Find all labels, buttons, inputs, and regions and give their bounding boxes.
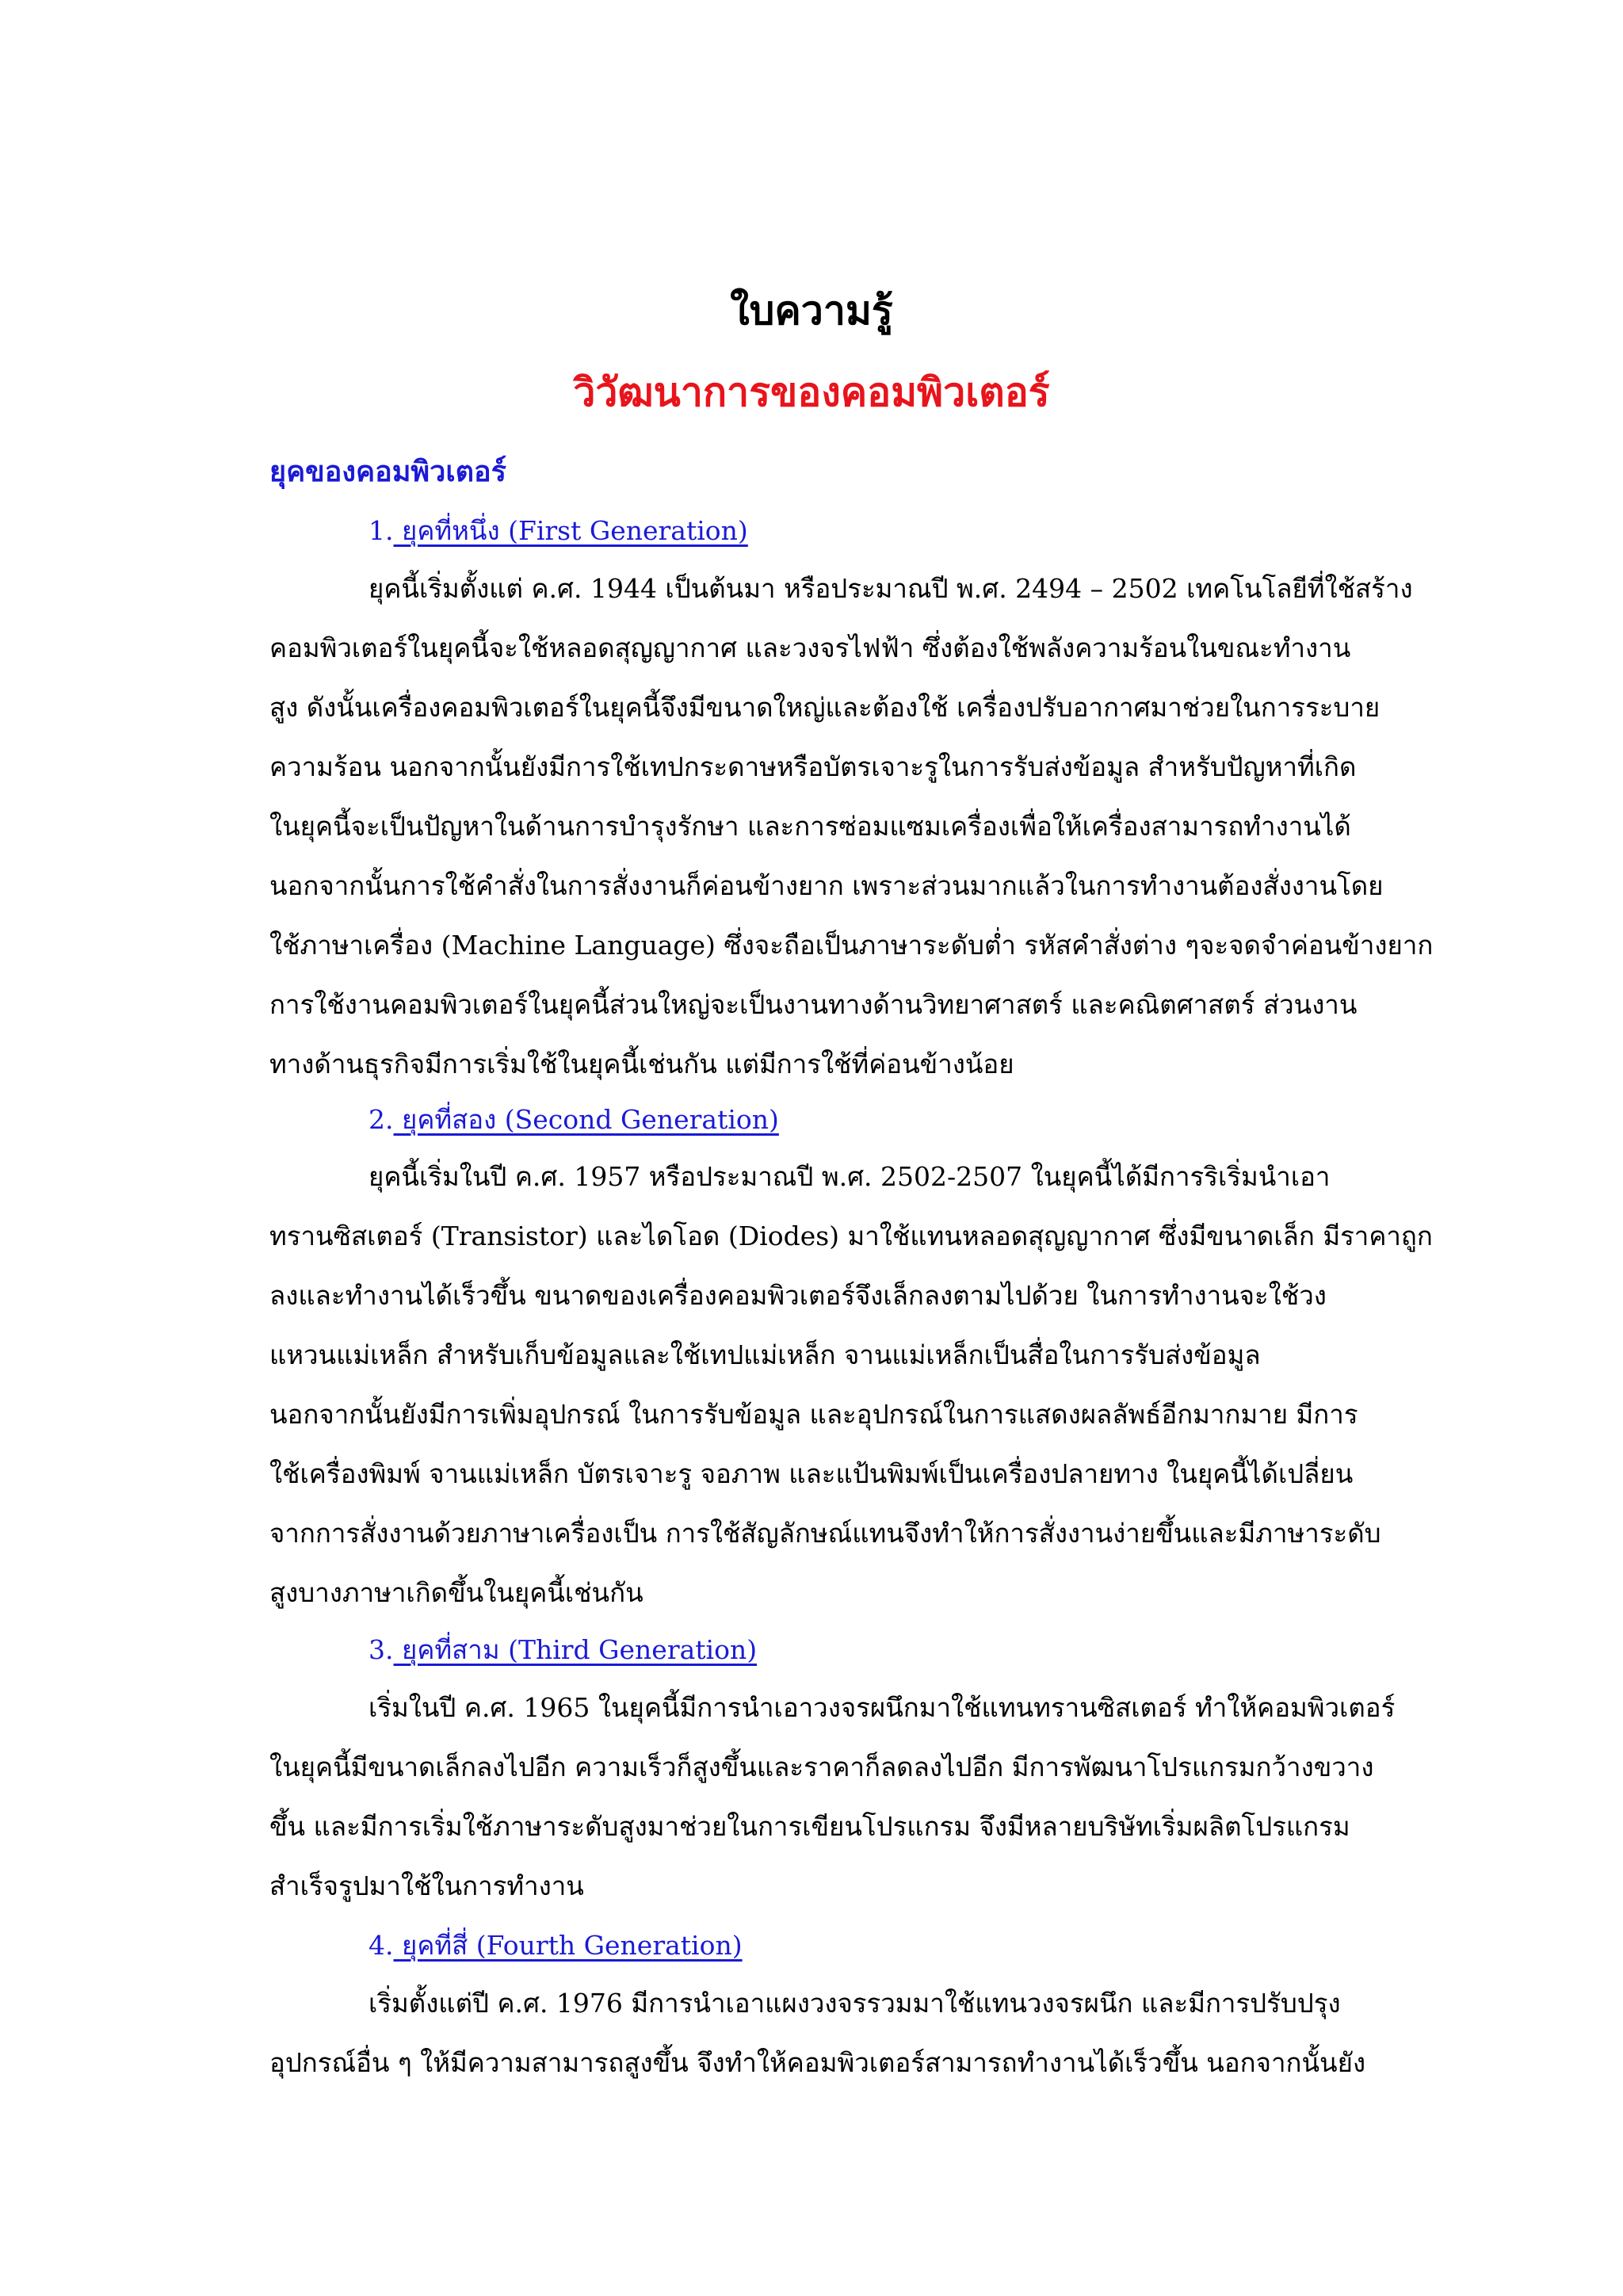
paragraph-line: ใช้ภาษาเครื่อง (Machine Language) ซึ่งจะถือเป็นภาษาระดับต่ำ รหัสคำสั่งต่าง ๆจะจดจำค่อนข้างยาก [269, 930, 1434, 961]
generation-3-heading [369, 1626, 757, 1674]
paragraph-line: สูง ดังนั้นเครื่องคอมพิวเตอร์ในยุคนี้จึงมีขนาดใหญ่และต้องใช้ เครื่องปรับอากาศมาช่วยในการระบาย [269, 692, 1381, 723]
paragraph-line: ยุคนี้เริ่มในปี ค.ศ. 1957 หรือประมาณปี พ.ศ. 2502-2507 ในยุคนี้ได้มีการริเริ่มนำเอา [369, 1161, 1331, 1192]
generation-3-paragraph [269, 1678, 1434, 1916]
generation-4-paragraph [269, 1973, 1434, 2092]
paragraph-line: การใช้งานคอมพิวเตอร์ในยุคนี้ส่วนใหญ่จะเป็นงานทางด้านวิทยาศาสตร์ และคณิตศาสตร์ ส่วนงาน [269, 989, 1358, 1020]
generation-4-heading [369, 1922, 743, 1969]
paragraph-line: ลงและทำงานได้เร็วขึ้น ขนาดของเครื่องคอมพิวเตอร์จึงเล็กลงตามไปด้วย ในการทำงานจะใช้วง [269, 1280, 1327, 1311]
document-title: ใบความรู้ [730, 287, 893, 334]
generation-2-number: 2. [369, 1104, 394, 1135]
paragraph-line: แหวนแม่เหล็ก สำหรับเก็บข้อมูลและใช้เทปแม่เหล็ก จานแม่เหล็กเป็นสื่อในการรับส่งข้อมูล [269, 1339, 1261, 1370]
section-heading: ยุคของคอมพิวเตอร์ [269, 455, 507, 488]
paragraph-line: ความร้อน นอกจากนั้นยังมีการใช้เทปกระดาษหรือบัตรเจาะรูในการรับส่งข้อมูล สำหรับปัญหาที่เกิด [269, 751, 1357, 782]
paragraph-line: ทรานซิสเตอร์ (Transistor) และไดโอด (Diodes) มาใช้แทนหลอดสุญญากาศ ซึ่งมีขนาดเล็ก มีราคาถูก [269, 1221, 1433, 1251]
generation-3-link[interactable]: ยุคที่สาม (Third Generation) [393, 1634, 758, 1665]
paragraph-line: ใช้เครื่องพิมพ์ จานแม่เหล็ก บัตรเจาะรู จอภาพ และแป้นพิมพ์เป็นเครื่องปลายทาง ในยุคนี้ได้เปลี่ยน [269, 1458, 1354, 1489]
paragraph-line: นอกจากนั้นการใช้คำสั่งในการสั่งงานก็ค่อนข้างยาก เพราะส่วนมากแล้วในการทำงานต้องสั่งงานโดย [269, 870, 1384, 901]
paragraph-line: เริ่มในปี ค.ศ. 1965 ในยุคนี้มีการนำเอาวงจรผนึกมาใช้แทนทรานซิสเตอร์ ทำให้คอมพิวเตอร์ [369, 1692, 1396, 1723]
paragraph-line: ในยุคนี้จะเป็นปัญหาในด้านการบำรุงรักษา และการซ่อมแซมเครื่องเพื่อให้เครื่องสามารถทำงานได้ [269, 811, 1351, 842]
paragraph-line: นอกจากนั้นยังมีการเพิ่มอุปกรณ์ ในการรับข้อมูล และอุปกรณ์ในการแสดงผลลัพธ์อีกมากมาย มีการ [269, 1399, 1358, 1430]
paragraph-line: สำเร็จรูปมาใช้ในการทำงาน [269, 1870, 584, 1901]
paragraph-line: ขึ้น และมีการเริ่มใช้ภาษาระดับสูงมาช่วยในการเขียนโปรแกรม จึงมีหลายบริษัทเริ่มผลิตโปรแกรม [269, 1811, 1350, 1842]
paragraph-line: ทางด้านธุรกิจมีการเริ่มใช้ในยุคนี้เช่นกัน แต่มีการใช้ที่ค่อนข้างน้อย [269, 1049, 1014, 1079]
generation-3-number: 3. [369, 1634, 394, 1665]
generation-4-link[interactable]: ยุคที่สี่ (Fourth Generation) [393, 1930, 743, 1961]
generation-1-heading [369, 507, 748, 555]
paragraph-line: ยุคนี้เริ่มตั้งแต่ ค.ศ. 1944 เป็นต้นมา หรือประมาณปี พ.ศ. 2494 – 2502 เทคโนโลยีที่ใช้สร้าง [369, 573, 1413, 604]
generation-2-link[interactable]: ยุคที่สอง (Second Generation) [393, 1104, 779, 1135]
paragraph-line: อุปกรณ์อื่น ๆ ให้มีความสามารถสูงขึ้น จึงทำให้คอมพิวเตอร์สามารถทำงานได้เร็วขึ้น นอกจากนั้นยัง [269, 2047, 1366, 2078]
paragraph-line: เริ่มตั้งแต่ปี ค.ศ. 1976 มีการนำเอาแผงวงจรรวมมาใช้แทนวงจรผนึก และมีการปรับปรุง [369, 1988, 1341, 2019]
generation-2-paragraph [269, 1147, 1434, 1622]
paragraph-line: จากการสั่งงานด้วยภาษาเครื่องเป็น การใช้สัญลักษณ์แทนจึงทำให้การสั่งงานง่ายขึ้นและมีภาษาระดับ [269, 1518, 1381, 1549]
generation-1-link[interactable]: ยุคที่หนึ่ง (First Generation) [393, 515, 748, 546]
paragraph-line: คอมพิวเตอร์ในยุคนี้จะใช้หลอดสุญญากาศ และวงจรไฟฟ้า ซึ่งต้องใช้พลังความร้อนในขณะทำงาน [269, 632, 1351, 663]
generation-1-number: 1. [369, 515, 394, 546]
paragraph-line: ในยุคนี้มีขนาดเล็กลงไปอีก ความเร็วก็สูงขึ้นและราคาก็ลดลงไปอีก มีการพัฒนาโปรแกรมกว้างขวาง [269, 1752, 1374, 1782]
paragraph-line: สูงบางภาษาเกิดขึ้นในยุคนี้เช่นกัน [269, 1577, 643, 1608]
generation-2-heading [369, 1096, 779, 1144]
generation-4-number: 4. [369, 1930, 394, 1961]
document-subtitle: วิวัฒนาการของคอมพิวเตอร์ [573, 369, 1050, 415]
generation-1-paragraph [269, 559, 1434, 1094]
